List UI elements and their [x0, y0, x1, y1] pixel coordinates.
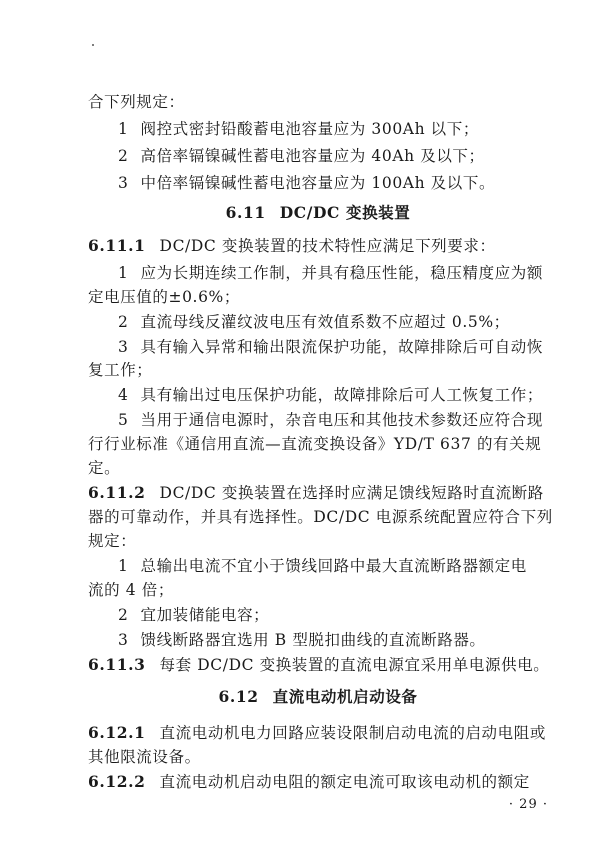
section-title: 直流电动机启动设备	[272, 687, 418, 706]
list-item	[118, 630, 548, 650]
list-item	[118, 146, 548, 166]
list-item-text: 中倍率镉镍碱性蓄电池容量应为 100Ah 及以下。	[140, 174, 496, 192]
page-number: · 29 ·	[508, 797, 548, 812]
list-item	[118, 263, 548, 283]
list-item	[118, 312, 548, 332]
clause-number: 6.11.3	[88, 655, 146, 674]
list-item-continuation: 行行业标准《通信用直流—直流变换设备》YD/T 637 的有关规	[88, 435, 542, 453]
list-item-text: 宜加装储能电容；	[140, 606, 270, 624]
list-item-text: 阀控式密封铅酸蓄电池容量应为 300Ah 以下；	[140, 120, 479, 138]
section-title: DC/DC 变换装置	[279, 203, 411, 222]
list-item-number: 3	[118, 631, 129, 649]
clause-6-12-2	[88, 772, 548, 792]
list-item	[118, 385, 548, 405]
list-item-text: 应为长期连续工作制，并具有稳压性能，稳压精度应为额	[140, 264, 543, 282]
clause-6-11-3	[88, 655, 548, 675]
list-item-text: 具有输入异常和输出限流保护功能，故障排除后可自动恢	[140, 338, 543, 356]
list-item-number: 3	[118, 174, 129, 192]
list-item-number: 1	[118, 264, 129, 282]
scan-speck	[92, 44, 94, 46]
continuation-text: 合下列规定：	[88, 93, 185, 111]
list-item-text: 具有输出过电压保护功能，故障排除后可人工恢复工作；	[140, 386, 543, 404]
clause-continuation: 规定：	[88, 532, 137, 550]
clause-text: DC/DC 变换装置在选择时应满足馈线短路时直流断路	[159, 484, 544, 502]
list-item-continuation: 流的 4 倍；	[88, 581, 174, 599]
list-item-continuation: 定电压值的±0.6%；	[88, 288, 240, 306]
list-item-number: 2	[118, 147, 129, 165]
list-item-number: 2	[118, 313, 129, 331]
list-item-number: 3	[118, 338, 129, 356]
clause-text: DC/DC 变换装置的技术特性应满足下列要求：	[159, 237, 496, 255]
list-item-text: 当用于通信电源时，杂音电压和其他技术参数还应符合现	[140, 411, 543, 429]
list-item	[118, 605, 548, 625]
clause-6-12-1	[88, 723, 548, 743]
list-item-text: 直流母线反灌纹波电压有效值系数不应超过 0.5%；	[140, 313, 510, 331]
list-item-number: 2	[118, 606, 129, 624]
list-item	[118, 556, 548, 576]
clause-6-11-2	[88, 483, 548, 503]
clause-6-11-1	[88, 236, 548, 256]
list-item-continuation: 定。	[88, 459, 121, 477]
section-number: 6.12	[218, 687, 259, 706]
clause-number: 6.11.1	[88, 236, 146, 255]
list-item-text: 总输出电流不宜小于馈线回路中最大直流断路器额定电	[140, 557, 527, 575]
clause-number: 6.11.2	[88, 483, 146, 502]
list-item-continuation: 复工作；	[88, 361, 153, 379]
list-item-text: 高倍率镉镍碱性蓄电池容量应为 40Ah 及以下；	[140, 147, 485, 165]
clause-number: 6.12.1	[88, 723, 146, 742]
list-item-text: 馈线断路器宜选用 B 型脱扣曲线的直流断路器。	[140, 631, 486, 649]
clause-continuation: 其他限流设备。	[88, 748, 201, 766]
list-item	[118, 173, 548, 193]
clause-continuation: 器的可靠动作，并具有选择性。DC/DC 电源系统配置应符合下列	[88, 508, 553, 526]
section-heading-6-12	[88, 687, 548, 707]
clause-number: 6.12.2	[88, 772, 146, 791]
clause-text: 直流电动机电力回路应装设限制启动电流的启动电阻或	[159, 724, 546, 742]
list-item	[118, 119, 548, 139]
list-item-number: 5	[118, 411, 129, 429]
clause-text: 直流电动机启动电阻的额定电流可取该电动机的额定	[159, 773, 530, 791]
list-item	[118, 337, 548, 357]
section-heading-6-11	[88, 203, 548, 223]
clause-text: 每套 DC/DC 变换装置的直流电源宜采用单电源供电。	[159, 656, 550, 674]
section-number: 6.11	[225, 203, 266, 222]
list-item-number: 1	[118, 120, 129, 138]
list-item-number: 4	[118, 386, 129, 404]
list-item	[118, 410, 548, 430]
list-item-number: 1	[118, 557, 129, 575]
